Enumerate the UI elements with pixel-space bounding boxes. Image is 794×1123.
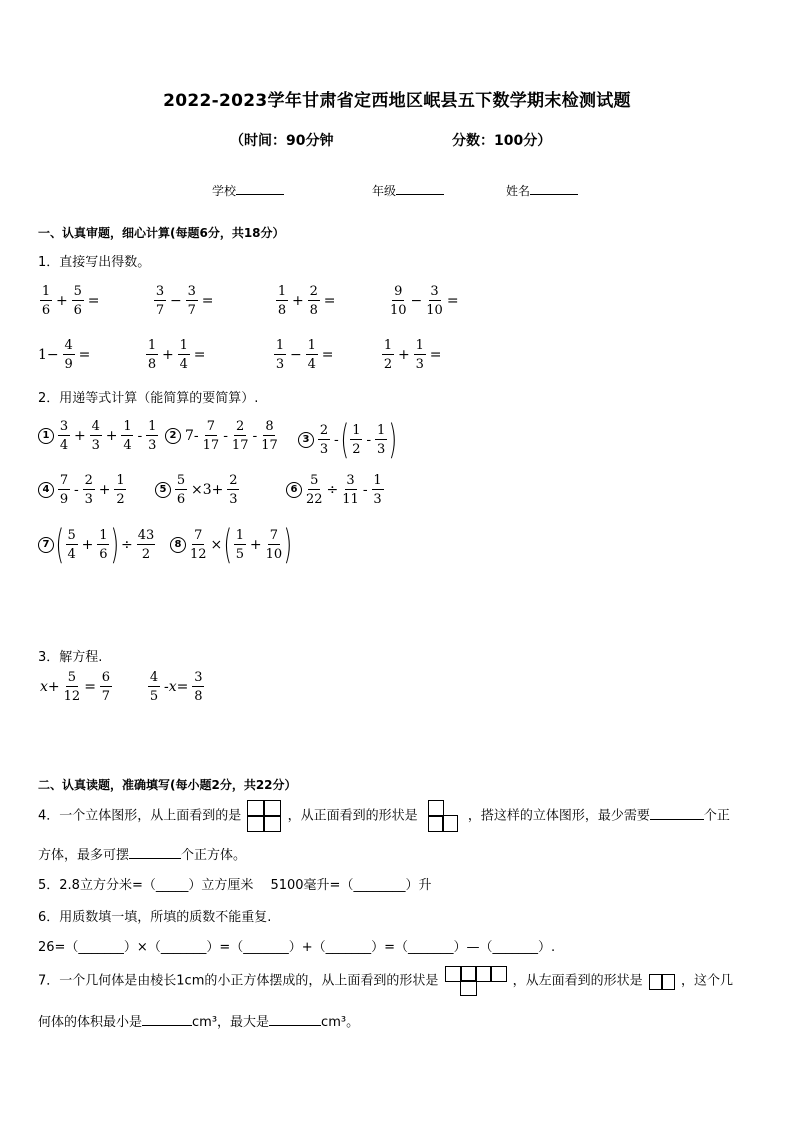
section-1-heading: 一、认真审题，细心计算(每题6分，共18分） [38,226,285,240]
q1-item-4: $\frac{9}{10}$ − $\frac{3}{10}$ = [390,284,459,318]
q5-line: 5．2.8立方分米=（_____）立方厘米 5100毫升=（________）升 [38,878,432,893]
q6-equation: 26=（_______）×（_______）=（_______）+（_______）=（_______）—（_______）. [38,940,556,955]
q2-item-6: 6 $\frac{5}{22}$ ÷ $\frac{3}{11}$ - $\frac{1}{3}$ [286,474,386,506]
q4-blank-max[interactable] [129,846,181,859]
q2-label: 2．用递等式计算（能简算的要简算）. [38,391,259,406]
grade-label: 年级 [372,184,397,198]
q1-item-8: $\frac{1}{2}$ + $\frac{1}{3}$ = [383,338,442,372]
q6-label: 6．用质数填一填，所填的质数不能重复. [38,910,272,925]
q3-equation-1: x+ $\frac{5}{12}$ = $\frac{6}{7}$ [40,670,111,704]
school-field[interactable] [212,182,284,199]
name-label: 姓名 [506,184,531,198]
q1-item-7: $\frac{1}{3}$ − $\frac{1}{4}$ = [275,338,334,372]
q3-label: 3．解方程. [38,650,103,665]
q7-line-1: 7．一个几何体是由棱长1cm的小正方体摆成的，从上面看到的形状是 ，从左面看到的形状是 ，这个几 [38,966,733,997]
name-field[interactable] [506,182,578,199]
q7-top-view-figure [445,966,507,996]
grade-field[interactable] [372,182,444,199]
q1-item-6: $\frac{1}{8}$ + $\frac{1}{4}$ = [147,338,206,372]
q7-blank-min[interactable] [142,1013,192,1026]
q1-label: 1．直接写出得数。 [38,255,151,270]
q1-item-5: 1− $\frac{4}{9}$ = [38,338,91,372]
exam-time: （时间：90分钟 [230,133,334,149]
q4-line-1: 4．一个立体图形，从上面看到的是 ，从正面看到的形状是 ，搭这样的立体图形，最少需要 个正 [38,800,730,832]
q1-item-3: $\frac{1}{8}$ + $\frac{2}{8}$ = [277,284,336,318]
q1-item-1: $\frac{1}{6}$ + $\frac{5}{6}$ = [41,284,100,318]
page-title: 2022-2023学年甘肃省定西地区岷县五下数学期末检测试题 [163,91,631,111]
front-view-figure [428,800,458,832]
q2-item-2: 2 7- $\frac{7}{17}$ - $\frac{2}{17}$ - $\frac{8}{17}$ [165,420,280,452]
q4-blank-min[interactable] [650,807,704,820]
q2-item-4: 4 $\frac{7}{9}$ - $\frac{2}{3}$ + $\frac{1}{2}$ [38,474,128,506]
q7-line-2: 何体的体积最小是 cm³，最大是 cm³。 [38,1015,360,1030]
q3-equation-2: $\frac{4}{5}$ -x= $\frac{3}{8}$ [149,670,203,704]
q2-item-3: 3 $\frac{2}{3}$ - ( $\frac{1}{2}$ - $\frac{1}{3}$ ) [298,420,397,460]
q4-line-2: 方体，最多可摆 个正方体。 [38,848,247,863]
q7-blank-max[interactable] [269,1013,321,1026]
school-label: 学校 [212,184,237,198]
exam-score: 分数：100分） [452,133,552,149]
q2-item-8: 8 $\frac{7}{12}$ × ( $\frac{1}{5}$ + $\frac{7}{10}$ ) [170,525,292,565]
q7-left-view-figure [649,970,675,992]
q2-item-5: 5 $\frac{5}{6}$ ×3+ $\frac{2}{3}$ [155,474,241,506]
section-2-heading: 二、认真读题，准确填写(每小题2分，共22分） [38,778,297,792]
top-view-figure [247,800,281,832]
q2-item-7: 7 ( $\frac{5}{4}$ + $\frac{1}{6}$ ) ÷ $\frac{43}{2}$ [38,525,157,565]
q2-item-1: 1 $\frac{3}{4}$ + $\frac{4}{3}$ + $\frac{1}{4}$ - $\frac{1}{3}$ [38,420,160,452]
q1-item-2: $\frac{3}{7}$ − $\frac{3}{7}$ = [155,284,214,318]
